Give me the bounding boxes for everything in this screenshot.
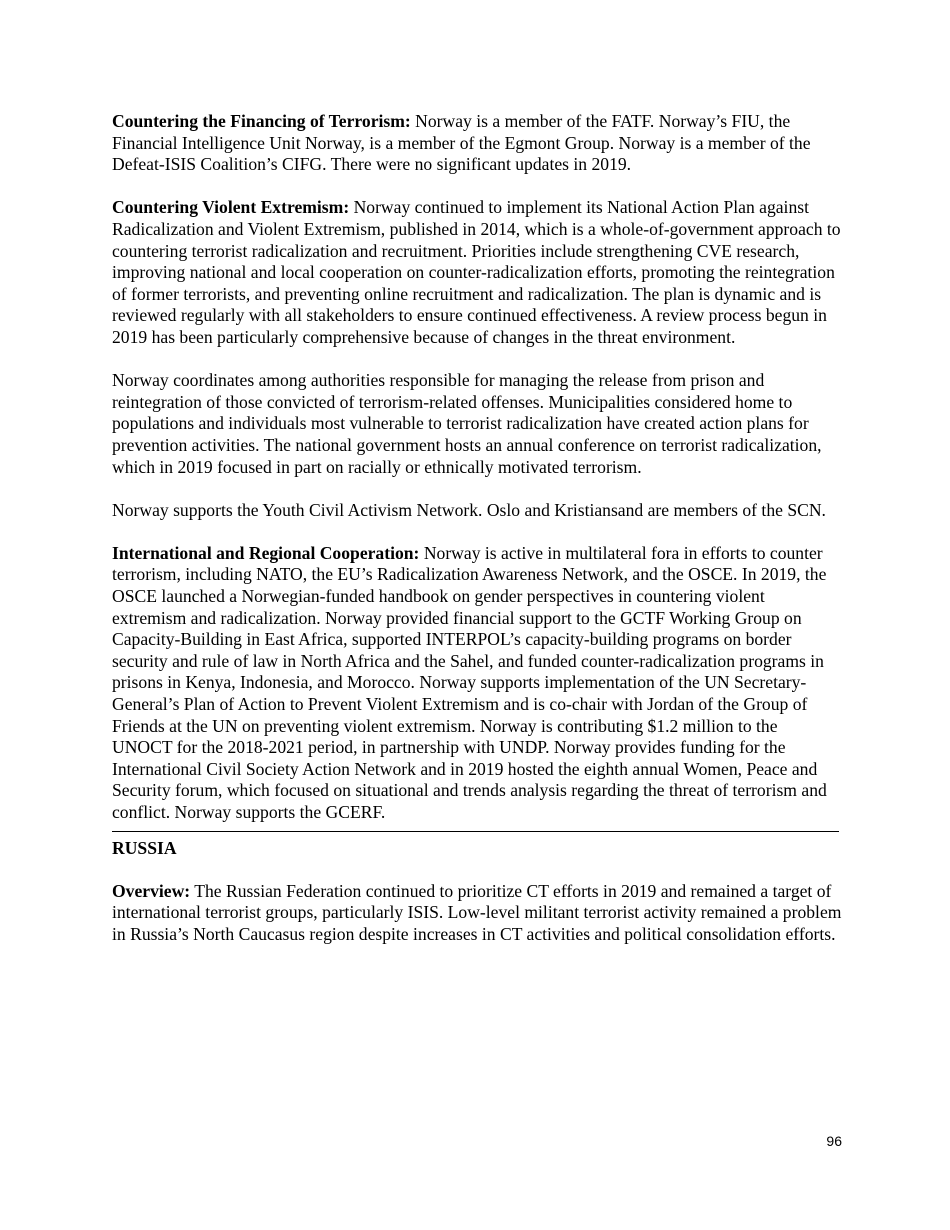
paragraph-lead: Overview: (112, 880, 191, 901)
paragraph-lead: Countering Violent Extremism: (112, 197, 350, 218)
paragraph-international-cooperation (112, 543, 842, 824)
paragraph-overview (112, 881, 842, 946)
paragraph-countering-financing (112, 111, 842, 176)
paragraph-reintegration (112, 370, 842, 478)
paragraph-text: The Russian Federation continued to prioritize CT efforts in 2019 and remained a target of international terrorist groups, particularly ISIS. Low-level militant terrorist activity remained a problem in Russia’s North Caucasus region despite increases in CT activities and political consolidation efforts. (112, 880, 842, 944)
paragraph-youth-network (112, 500, 842, 522)
paragraph-countering-violent-extremism (112, 197, 842, 348)
paragraph-text: Norway coordinates among authorities responsible for managing the release from prison and reintegration of those convicted of terrorism-related offenses. Municipalities considered home to populations and individuals most vulnerable to terrorist radicalization have created action plans for prevention activities. The national government hosts an annual conference on terrorist radicalization, which in 2019 focused in part on racially or ethnically motivated terrorism. (112, 370, 822, 477)
paragraph-text: Norway supports the Youth Civil Activism Network. Oslo and Kristiansand are members of the SCN. (112, 499, 826, 520)
paragraph-lead: Countering the Financing of Terrorism: (112, 111, 411, 131)
paragraph-text: Norway is active in multilateral fora in efforts to counter terrorism, including NATO, the EU’s Radicalization Awareness Network, and the OSCE. In 2019, the OSCE launched a Norwegian-funded handbook on gender perspectives in countering violent extremism and radicalization. Norway provided financial support to the GCTF Working Group on Capacity-Building in East Africa, supported INTERPOL’s capacity-building programs on border security and rule of law in North Africa and the Sahel, and funded counter-radicalization programs in prisons in Kenya, Indonesia, and Morocco. Norway supports implementation of the UN Secretary-General’s Plan of Action to Prevent Violent Extremism and is co-chair with Jordan of the Group of Friends at the UN on preventing violent extremism. Norway is contributing $1.2 million to the UNOCT for the 2018-2021 period, in partnership with UNDP. Norway provides funding for the International Civil Society Action Network and in 2019 hosted the eighth annual Women, Peace and Security forum, which focused on situational and trends analysis regarding the threat of terrorism and conflict. Norway supports the GCERF. (112, 542, 827, 822)
paragraph-lead: International and Regional Cooperation: (112, 542, 420, 563)
paragraph-text: Norway is a member of the FATF. Norway’s FIU, the Financial Intelligence Unit Norway, is a member of the Egmont Group. Norway is a member of the Defeat-ISIS Coalition’s CIFG. There were no significant updates in 2019. (112, 111, 811, 175)
paragraph-text: Norway continued to implement its National Action Plan against Radicalization and Violent Extremism, published in 2014, which is a whole-of-government approach to countering terrorist radicalization and recruitment. Priorities include strengthening CVE research, improving national and local cooperation on counter-radicalization efforts, promoting the reintegration of former terrorists, and preventing online recruitment and radicalization. The plan is dynamic and is reviewed regularly with all stakeholders to ensure continued effectiveness. A review process begun in 2019 has been particularly comprehensive because of changes in the threat environment. (112, 197, 841, 347)
page-number: 96 (826, 1133, 842, 1149)
document-page (112, 111, 842, 967)
section-heading-russia: RUSSIA (112, 837, 177, 858)
section-divider (112, 831, 839, 832)
